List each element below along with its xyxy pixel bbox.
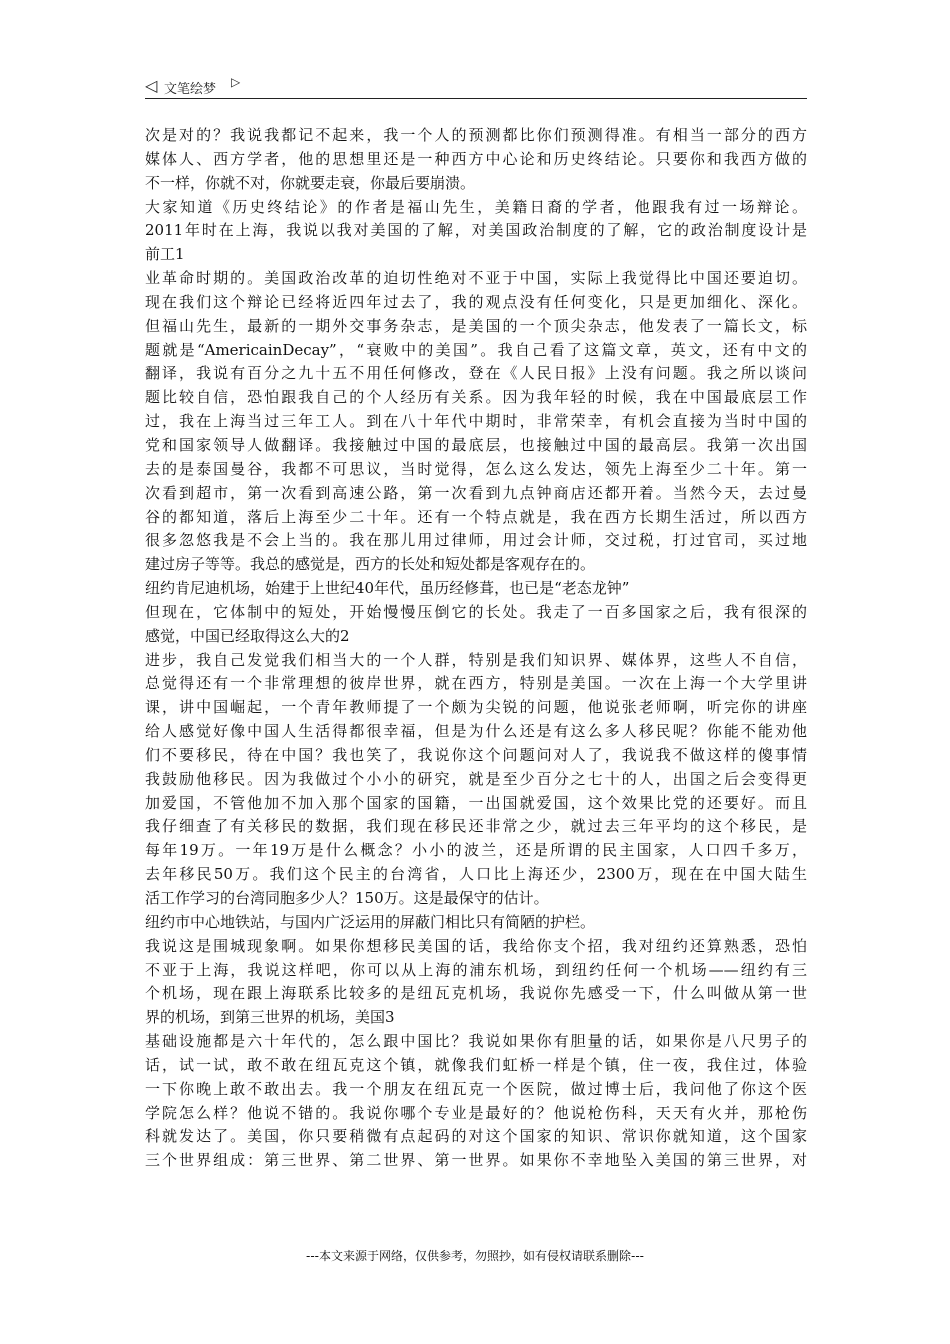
- text-line: 三个世界组成：第三世界、第二世界、第一世界。如果你不幸地坠入美国的第三世界，对: [145, 1151, 807, 1170]
- text-line: 话，试一试，敢不敢在纽瓦克这个镇，就像我们虹桥一样是个镇，住一夜，我住过，体验: [145, 1055, 807, 1074]
- text-line: 翻译，我说有百分之九十五不用任何修改，登在《人民日报》上没有问题。我之所以谈问: [145, 364, 807, 383]
- text-line: 进步，我自己发觉我们相当大的一个人群，特别是我们知识界、媒体界，这些人不自信，: [145, 650, 807, 669]
- header-brand: 文笔绘梦: [164, 82, 217, 97]
- text-line: 活工作学习的台湾同胞多少人？150万。这是最保守的估计。: [145, 889, 549, 907]
- triangle-left-icon: ◁: [145, 76, 158, 95]
- text-line: 业革命时期的。美国政治改革的迫切性绝对不亚于中国，实际上我觉得比中国还要迫切。: [145, 269, 807, 288]
- text-line: 建过房子等等。我总的感觉是，西方的长处和短处都是客观存在的。: [145, 555, 596, 574]
- text-line: 界的机场，到第三世界的机场，美国3: [145, 1008, 395, 1027]
- text-line: 去年移民50万。我们这个民主的台湾省，人口比上海还少，2300万，现在在中国大陆生: [145, 865, 807, 884]
- triangle-right-icon: ▷: [231, 75, 241, 89]
- text-line: 去的是泰国曼谷，我都不可思议，当时觉得，怎么这么发达，领先上海至少二十年。第一: [145, 459, 807, 478]
- text-line: 总觉得还有一个非常理想的彼岸世界，就在西方，特别是美国。一次在上海一个大学里讲: [145, 674, 807, 693]
- text-line: 一下你晚上敢不敢出去。我一个朋友在纽瓦克一个医院，做过博士后，我问他了你这个医: [145, 1079, 807, 1098]
- text-line: 现在我们这个辩论已经将近四年过去了，我的观点没有任何变化，只是更加细化、深化。: [145, 292, 807, 311]
- text-line: 过，我在上海当过三年工人。到在八十年代中期时，非常荣幸，有机会直接为当时中国的: [145, 412, 807, 431]
- text-line: 感觉，中国已经取得这么大的2: [145, 626, 350, 645]
- document-body: [145, 124, 807, 1173]
- text-line: 基础设施都是六十年代的，怎么跟中国比？我说如果你有胆量的话，如果你是八尺男子的: [145, 1032, 807, 1051]
- text-line: 科就发达了。美国，你只要稍微有点起码的对这个国家的知识、常识你就知道，这个国家: [145, 1127, 807, 1146]
- text-line: 纽约市中心地铁站，与国内广泛运用的屏蔽门相比只有简陋的护栏。: [145, 912, 596, 931]
- text-line: 很多忽悠我是不会上当的。我在那儿用过律师，用过会计师，交过税，打过官司，买过地: [145, 531, 807, 550]
- text-line: 2011年时在上海，我说以我对美国的了解，对美国政治制度的了解，它的政治制度设计是: [145, 221, 807, 240]
- page-header: [145, 74, 807, 99]
- text-line: 次是对的？我说我都记不起来，我一个人的预测都比你们预测得准。有相当一部分的西方: [145, 126, 807, 144]
- text-line: 题就是“AmericainDecay”，“衰败中的美国”。我自己看了这篇文章，英文，还有中文的: [145, 340, 807, 359]
- text-line: 媒体人、西方学者，他的思想里还是一种西方中心论和历史终结论。只要你和我西方做的: [145, 149, 807, 168]
- text-line: 我说这是围城现象啊。如果你想移民美国的话，我给你支个招，我对纽约还算熟悉，恐怕: [145, 936, 807, 955]
- page-footer: ---本文来源于网络，仅供参考，勿照抄，如有侵权请联系删除---: [306, 1249, 644, 1263]
- text-line: 每年19万。一年19万是什么概念？小小的波兰，还是所谓的民主国家，人口四千多万，: [145, 841, 807, 860]
- text-line: 个机场，现在跟上海联系比较多的是纽瓦克机场，我说你先感受一下，什么叫做从第一世: [145, 984, 807, 1003]
- text-line: 次看到超市，第一次看到高速公路，第一次看到九点钟商店还都开着。当然今天，去过曼: [145, 483, 807, 502]
- text-line: 给人感觉好像中国人生活得都很幸福，但是为什么还是有这么多人移民呢？你能不能劝他: [145, 722, 807, 741]
- text-line: 加爱国，不管他加不加入那个国家的国籍，一出国就爱国，这个效果比党的还要好。而且: [145, 793, 807, 812]
- text-line: 课，讲中国崛起，一个青年教师提了一个颇为尖锐的问题，他说张老师啊，听完你的讲座: [145, 698, 807, 717]
- text-line: 我仔细查了有关移民的数据，我们现在移民还非常之少，就过去三年平均的这个移民，是: [145, 817, 807, 836]
- text-line: 们不要移民，待在中国？我也笑了，我说你这个问题问对人了，我说我不做这样的傻事情: [145, 745, 807, 764]
- text-line: 不一样，你就不对，你就要走衰，你最后要崩溃。: [145, 173, 476, 192]
- text-line: 但福山先生，最新的一期外交事务杂志，是美国的一个顶尖杂志，他发表了一篇长文，标: [145, 316, 807, 335]
- text-line: 前工1: [145, 245, 185, 264]
- text-line: 谷的都知道，落后上海至少二十年。还有一个特点就是，我在西方长期生活过，所以西方: [145, 507, 807, 526]
- text-line: 但现在，它体制中的短处，开始慢慢压倒它的长处。我走了一百多国家之后，我有很深的: [145, 602, 807, 621]
- text-line: 学院怎么样？他说不错的。我说你哪个专业是最好的？他说枪伤科，天天有火并，那枪伤: [145, 1103, 807, 1122]
- text-line: 我鼓励他移民。因为我做过个小小的研究，就是至少百分之七十的人，出国之后会变得更: [145, 769, 807, 788]
- text-line: 大家知道《历史终结论》的作者是福山先生，美籍日裔的学者，他跟我有过一场辩论。: [145, 197, 807, 216]
- text-line: 党和国家领导人做翻译。我接触过中国的最底层，也接触过中国的最高层。我第一次出国: [145, 435, 807, 454]
- text-line: 题比较自信，恐怕跟我自己的个人经历有关系。因为我年轻的时候，我在中国最底层工作: [145, 388, 807, 407]
- text-line: 不亚于上海，我说这样吧，你可以从上海的浦东机场，到纽约任何一个机场——纽约有三: [145, 960, 807, 979]
- text-line: 纽约肯尼迪机场，始建于上世纪40年代，虽历经修葺，也已是“老态龙钟”: [145, 579, 630, 598]
